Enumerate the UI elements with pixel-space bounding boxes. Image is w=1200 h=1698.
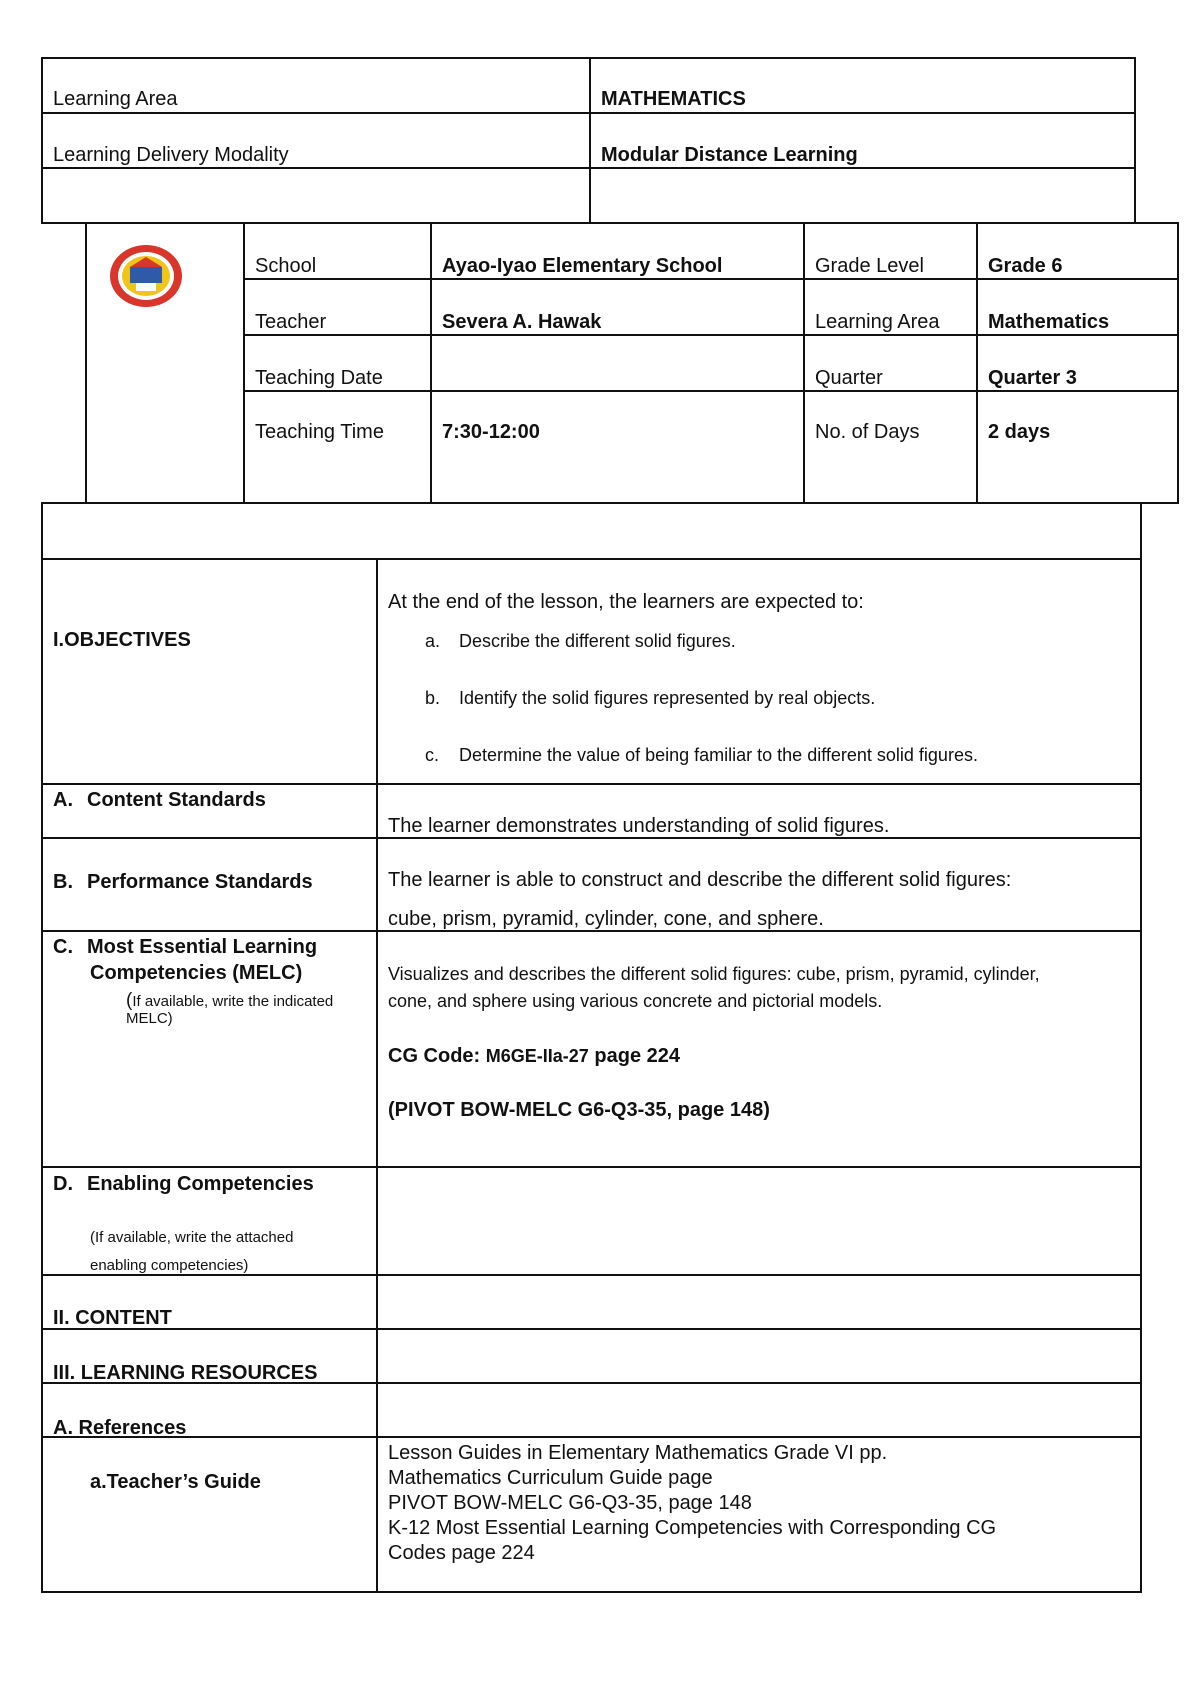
- modality-label: Learning Delivery Modality: [53, 144, 289, 166]
- enabling-heading: [53, 1172, 314, 1196]
- enabling-note-line2: enabling competencies): [90, 1257, 249, 1274]
- time-value-cell: [430, 390, 805, 504]
- enabling-letter: D.: [53, 1173, 73, 1195]
- date-value-cell: [430, 334, 805, 392]
- melc-letter: C.: [53, 936, 73, 958]
- modality-value: Modular Distance Learning: [601, 144, 858, 166]
- melc-note-text1: If available, write the indicated: [132, 993, 334, 1010]
- objectives-label-cell: [41, 558, 378, 785]
- performance-standards-letter: B.: [53, 871, 73, 893]
- guide-line-4: K-12 Most Essential Learning Competencies with Corresponding CG: [388, 1517, 997, 1539]
- learning-area-label: Learning Area: [53, 88, 178, 110]
- deped-seal-icon: [108, 243, 184, 309]
- guide-line-2: Mathematics Curriculum Guide page: [388, 1467, 713, 1489]
- melc-heading-line2: Competencies (MELC): [90, 962, 303, 984]
- content-standards-letter: A.: [53, 789, 73, 811]
- performance-standards-heading: [53, 870, 313, 894]
- resources-heading: III. LEARNING RESOURCES: [53, 1362, 318, 1384]
- days-label: No. of Days: [815, 421, 920, 443]
- date-label: Teaching Date: [255, 367, 383, 389]
- guide-line-5: Codes page 224: [388, 1542, 535, 1564]
- enabling-title: Enabling Competencies: [87, 1173, 314, 1195]
- melc-heading-line1: [53, 935, 317, 959]
- guide-line-1: Lesson Guides in Elementary Mathematics Grade VI pp.: [388, 1442, 888, 1464]
- guide-line-3: PIVOT BOW-MELC G6-Q3-35, page 148: [388, 1492, 752, 1514]
- enabling-value-cell: [376, 1166, 1142, 1276]
- melc-cg-page: page 224: [594, 1045, 680, 1067]
- time-label-cell: [243, 390, 432, 504]
- time-label: Teaching Time: [255, 421, 384, 443]
- school-value: Ayao-Iyao Elementary School: [442, 255, 723, 277]
- objective-text-b: Identify the solid figures represented by real objects.: [459, 688, 876, 708]
- header-empty-right-cell: [589, 167, 1136, 224]
- melc-cg-code: [388, 1044, 680, 1068]
- objective-text-a: Describe the different solid figures.: [459, 631, 736, 651]
- teachers-guide-label-cell: [41, 1436, 378, 1593]
- objective-letter-a: a.: [425, 631, 441, 651]
- content-value-cell: [376, 1274, 1142, 1330]
- teacher-label: Teacher: [255, 311, 327, 333]
- references-value-cell: [376, 1382, 1142, 1438]
- grade-value: Grade 6: [988, 255, 1063, 277]
- performance-standards-line2: cube, prism, pyramid, cylinder, cone, and sphere.: [388, 908, 824, 930]
- objective-text-c: Determine the value of being familiar to the different solid figures.: [459, 745, 978, 765]
- melc-pivot: (PIVOT BOW-MELC G6-Q3-35, page 148): [388, 1099, 770, 1121]
- objective-item-a: [425, 629, 736, 653]
- melc-text-line2: cone, and sphere using various concrete and pictorial models.: [388, 991, 883, 1011]
- objective-letter-c: c.: [425, 745, 440, 765]
- melc-title-line1: Most Essential Learning: [87, 936, 318, 958]
- header-empty-left-cell: [41, 167, 591, 224]
- learning-area-value: MATHEMATICS: [601, 88, 746, 110]
- grade-label: Grade Level: [815, 255, 924, 277]
- area-label: Learning Area: [815, 311, 940, 333]
- days-value-cell: [976, 390, 1179, 504]
- enabling-note-line1: (If available, write the attached: [90, 1229, 294, 1246]
- days-label-cell: [803, 390, 978, 504]
- school-label: School: [255, 255, 317, 277]
- area-value: Mathematics: [988, 311, 1110, 333]
- performance-standards-title: Performance Standards: [87, 871, 313, 893]
- content-standards-title: Content Standards: [87, 789, 266, 811]
- objective-item-c: [425, 743, 978, 767]
- objectives-intro: At the end of the lesson, the learners are expected to:: [388, 591, 864, 613]
- content-heading: II. CONTENT: [53, 1307, 172, 1329]
- objective-letter-b: b.: [425, 688, 441, 708]
- resources-value-cell: [376, 1328, 1142, 1384]
- melc-note-line2: MELC): [126, 1010, 173, 1027]
- quarter-value: Quarter 3: [988, 367, 1077, 389]
- performance-standards-line1: The learner is able to construct and describe the different solid figures:: [388, 869, 1012, 891]
- quarter-label: Quarter: [815, 367, 883, 389]
- content-standards-heading: [53, 788, 266, 812]
- content-standards-text: The learner demonstrates understanding of solid figures.: [388, 815, 890, 837]
- melc-text-line1: Visualizes and describes the different solid figures: cube, prism, pyramid, cylinder,: [388, 964, 1040, 984]
- teacher-value: Severa A. Hawak: [442, 311, 602, 333]
- blank-banner-cell: [41, 502, 1142, 560]
- melc-cg-label: CG Code:: [388, 1045, 481, 1067]
- objectives-heading: I.OBJECTIVES: [53, 629, 191, 651]
- teachers-guide-heading: a.Teacher’s Guide: [90, 1471, 261, 1493]
- references-heading: A. References: [53, 1417, 187, 1439]
- days-value: 2 days: [988, 421, 1051, 443]
- time-value: 7:30-12:00: [442, 421, 540, 443]
- objective-item-b: [425, 686, 875, 710]
- melc-cg-value: M6GE-IIa-27: [485, 1046, 589, 1066]
- melc-note-open: (: [126, 990, 133, 1011]
